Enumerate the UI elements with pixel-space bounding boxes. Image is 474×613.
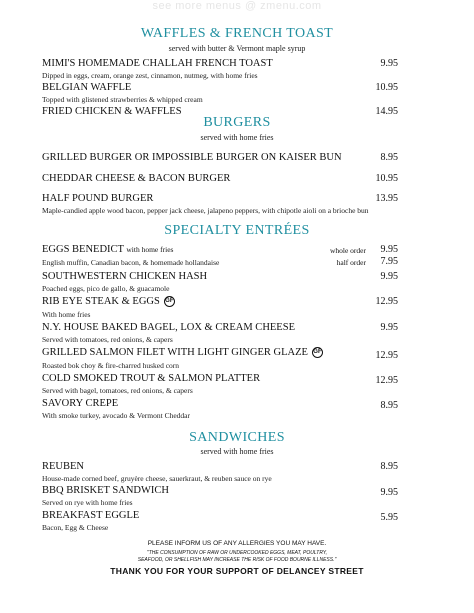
menu-item-desc: Served with tomatoes, red onions, & capers <box>42 335 173 344</box>
menu-item-price: 8.95 <box>380 400 398 411</box>
section-title-entrees: SPECIALTY ENTRÉES <box>164 223 310 238</box>
menu-item-price: 9.95 <box>380 322 398 333</box>
section-subtitle-waffles: served with butter & Vermont maple syrup <box>168 44 306 53</box>
menu-item-name: BELGIAN WAFFLE <box>42 82 132 93</box>
menu-item-name: MIMI'S HOMEMADE CHALLAH FRENCH TOAST <box>42 58 273 69</box>
consumption-warning-2: SEAFOOD, OR SHELLFISH MAY INCREASE THE RISK OF FOOD BOURNE ILLNESS." <box>137 557 337 563</box>
section-title-sandwiches: SANDWICHES <box>189 430 285 445</box>
menu-item-price: 14.95 <box>375 106 398 117</box>
menu-item-desc: Maple-candied apple wood bacon, pepper jack cheese, jalapeno peppers, with chipotle aioli on a brioche bun <box>42 206 369 215</box>
menu-item-desc: With smoke turkey, avocado & Vermont Cheddar <box>42 411 190 420</box>
section-title-burgers: BURGERS <box>203 115 271 130</box>
menu-item-desc: Roasted bok choy & fire-charred husked corn <box>42 361 180 370</box>
section-subtitle-burgers: served with home fries <box>200 133 274 142</box>
menu-item-rib-eye <box>42 296 175 307</box>
menu-item-price: 10.95 <box>375 173 398 184</box>
menu-item-price: 13.95 <box>375 193 398 204</box>
menu-item-desc: With home fries <box>42 310 91 319</box>
gluten-free-icon: GF <box>312 347 323 358</box>
menu-item-name: HALF POUND BURGER <box>42 193 154 204</box>
menu-item-name: COLD SMOKED TROUT & SALMON PLATTER <box>42 373 261 384</box>
menu-item-price: 12.95 <box>375 296 398 307</box>
menu-item-price: 9.95 <box>380 487 398 498</box>
section-subtitle-sandwiches: served with home fries <box>200 447 274 456</box>
menu-item-price: 12.95 <box>375 350 398 361</box>
menu-item-eggs-benedict <box>42 244 173 255</box>
consumption-warning-1: "THE CONSUMPTION OF RAW OR UNDERCOOKED EGGS, MEAT, POULTRY, <box>146 550 328 556</box>
menu-item-price-half: 7.95 <box>380 256 398 267</box>
menu-item-name: SAVORY CREPE <box>42 398 119 409</box>
menu-item-desc: Bacon, Egg & Cheese <box>42 523 109 532</box>
menu-item-name: CHEDDAR CHEESE & BACON BURGER <box>42 173 231 184</box>
menu-item-desc: House-made corned beef, gruyère cheese, sauerkraut, & reuben sauce on rye <box>42 474 272 483</box>
menu-item-name: SOUTHWESTERN CHICKEN HASH <box>42 271 208 282</box>
menu-item-price: 9.95 <box>380 58 398 69</box>
menu-item-desc: Served on rye with home fries <box>42 498 133 507</box>
gluten-free-icon: GF <box>164 296 175 307</box>
menu-item-desc: Served with bagel, tomatoes, red onions, & capers <box>42 386 193 395</box>
menu-item-name: GRILLED BURGER OR IMPOSSIBLE BURGER ON KAISER BUN <box>42 152 342 163</box>
section-title-waffles: WAFFLES & FRENCH TOAST <box>140 26 334 41</box>
menu-item-desc: Topped with glistened strawberries & whipped cream <box>42 95 203 104</box>
menu-item-name: REUBEN <box>42 461 84 472</box>
menu-item-name: RIB EYE STEAK & EGGS <box>42 296 160 307</box>
portion-whole: whole order <box>329 246 366 255</box>
menu-item-salmon <box>42 347 323 358</box>
menu-item-desc: Poached eggs, pico de gallo, & guacamole <box>42 284 170 293</box>
thank-you-note: THANK YOU FOR YOUR SUPPORT OF DELANCEY STREET <box>110 566 364 576</box>
menu-item-price: 10.95 <box>375 82 398 93</box>
menu-item-note: with home fries <box>126 245 174 254</box>
menu-item-name: BREAKFAST EGGLE <box>42 510 140 521</box>
menu-item-name: BBQ BRISKET SANDWICH <box>42 485 169 496</box>
menu-item-price: 5.95 <box>380 512 398 523</box>
menu-item-price: 9.95 <box>380 271 398 282</box>
menu-item-name: N.Y. HOUSE BAKED BAGEL, LOX & CREAM CHEESE <box>42 322 295 333</box>
menu-item-price: 8.95 <box>380 461 398 472</box>
menu-item-name: FRIED CHICKEN & WAFFLES <box>42 106 182 117</box>
allergy-notice: PLEASE INFORM US OF ANY ALLERGIES YOU MAY HAVE. <box>147 540 327 547</box>
watermark: see more menus @ zmenu.com <box>152 0 322 12</box>
menu-item-desc: Dipped in eggs, cream, orange zest, cinnamon, nutmeg, with home fries <box>42 71 258 80</box>
menu-item-price: 9.95 <box>380 244 398 255</box>
portion-half: half order <box>336 258 366 267</box>
menu-item-desc: English muffin, Canadian bacon, & homemade hollandaise <box>42 258 220 267</box>
menu-item-name: EGGS BENEDICT <box>42 244 124 255</box>
menu-item-name: GRILLED SALMON FILET WITH LIGHT GINGER GLAZE <box>42 347 308 358</box>
menu-item-price: 8.95 <box>380 152 398 163</box>
menu-item-price: 12.95 <box>375 375 398 386</box>
